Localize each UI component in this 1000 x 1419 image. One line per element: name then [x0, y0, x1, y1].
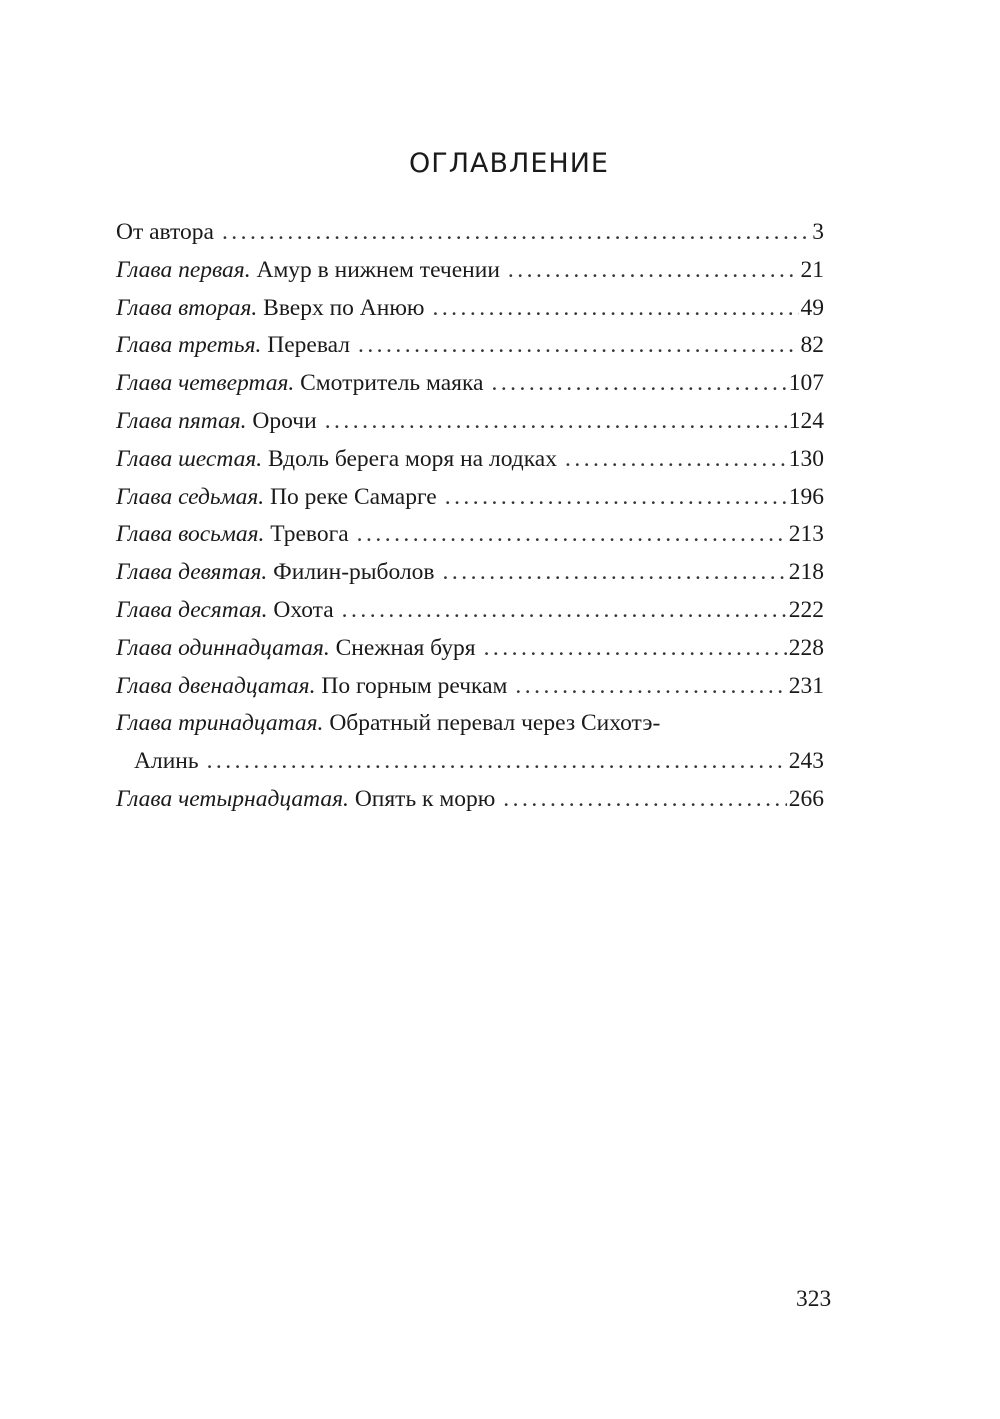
dot-leader [342, 592, 787, 630]
toc-entry-title: Орочи [252, 407, 317, 434]
toc-entry-title: Снежная буря [335, 634, 476, 661]
toc-entry-title: Охота [273, 596, 334, 623]
toc-entry-first-line [116, 705, 824, 743]
toc-entry-page: 21 [800, 256, 824, 283]
dot-leader [503, 781, 786, 819]
dot-leader [222, 214, 810, 252]
toc-entry[interactable] [116, 252, 824, 290]
dot-leader [357, 516, 787, 554]
toc-entry-label [116, 441, 557, 479]
toc-entry-chapter: Глава четвертая. [116, 370, 295, 397]
toc-entry-chapter: Глава восьмая. [116, 521, 265, 548]
dot-leader [207, 743, 787, 781]
toc-entry-chapter: Глава одиннадцатая. [116, 634, 330, 661]
toc-entry-label [116, 365, 483, 403]
toc-entry-page: 107 [788, 370, 824, 397]
toc-entry-title: Вверх по Анюю [263, 294, 425, 321]
toc-entry-title: Опять к морю [354, 785, 496, 812]
toc-entry-page: 218 [788, 559, 824, 586]
toc-entry-chapter: Глава десятая. [116, 596, 268, 623]
toc-entry[interactable] [116, 516, 824, 554]
toc-entry-chapter: Глава седьмая. [116, 483, 265, 510]
dot-leader [445, 479, 787, 517]
toc-entry-label [116, 252, 500, 290]
toc-entry-label [116, 290, 424, 328]
toc-entry-second-line [116, 743, 824, 781]
toc-entry-page: 243 [788, 748, 824, 775]
dot-leader [443, 554, 787, 592]
toc-entry[interactable] [116, 705, 824, 781]
toc-entry-page: 130 [788, 445, 824, 472]
toc-entry-page: 82 [800, 332, 824, 359]
toc-entry-label [116, 668, 507, 706]
toc-entry[interactable] [116, 403, 824, 441]
toc-entry-page: 49 [800, 294, 824, 321]
dot-leader [508, 252, 799, 290]
toc-entry-label [116, 554, 435, 592]
toc-entry-chapter: Глава двенадцатая. [116, 672, 316, 699]
toc-entry[interactable] [116, 554, 824, 592]
dot-leader [565, 441, 787, 479]
toc-entry-page: 222 [788, 596, 824, 623]
toc-entry-chapter: Глава четырнадцатая. [116, 785, 349, 812]
toc-entry[interactable] [116, 781, 824, 819]
toc-entry[interactable] [116, 365, 824, 403]
toc-entry-label [116, 630, 476, 668]
toc-entry-page: 124 [788, 407, 824, 434]
toc-entry-chapter: Глава шестая. [116, 445, 263, 472]
toc-entry-title: От автора [116, 219, 214, 245]
toc-entry-label [116, 327, 350, 365]
toc-entry-title: Вдоль берега моря на лодках [268, 445, 557, 472]
dot-leader [432, 290, 798, 328]
toc-entry[interactable] [116, 214, 824, 252]
toc-entry-label [116, 479, 437, 517]
toc-entry-title: Перевал [267, 332, 350, 359]
toc-entry[interactable] [116, 668, 824, 706]
toc-entry-chapter: Глава тринадцатая. [116, 710, 324, 737]
table-of-contents [116, 214, 824, 819]
toc-entry-chapter: Глава вторая. [116, 294, 258, 321]
toc-entry-title-continued: Алинь [134, 748, 199, 775]
toc-entry-label [116, 516, 349, 554]
toc-entry-page: 3 [812, 219, 824, 245]
dot-leader [515, 668, 786, 706]
toc-entry[interactable] [116, 630, 824, 668]
toc-entry-chapter: Глава девятая. [116, 559, 268, 586]
toc-entry-title: Амур в нижнем течении [256, 256, 500, 283]
toc-entry-page: 231 [788, 672, 824, 699]
toc-entry[interactable] [116, 327, 824, 365]
toc-entry[interactable] [116, 441, 824, 479]
toc-entry-page: 266 [788, 785, 824, 812]
toc-entry[interactable] [116, 290, 824, 328]
page-number: 323 [796, 1286, 832, 1312]
toc-entry-title: По горным речкам [321, 672, 508, 699]
toc-entry-title: Тревога [270, 521, 349, 548]
toc-entry-title: Филин-рыболов [273, 559, 435, 586]
toc-entry-page: 228 [788, 634, 824, 661]
dot-leader [484, 630, 787, 668]
toc-entry[interactable] [116, 592, 824, 630]
toc-entry-chapter: Глава пятая. [116, 407, 247, 434]
toc-entry-label [116, 214, 214, 252]
toc-heading: ОГЛАВЛЕНИЕ [409, 148, 609, 179]
toc-entry-title: По реке Самарге [270, 483, 437, 510]
toc-entry-title: Обратный перевал через Сихотэ- [329, 710, 661, 737]
toc-entry-chapter: Глава первая. [116, 256, 251, 283]
toc-entry-page: 213 [788, 521, 824, 548]
dot-leader [325, 403, 787, 441]
dot-leader [358, 327, 799, 365]
toc-entry-label [116, 781, 495, 819]
toc-entry[interactable] [116, 479, 824, 517]
toc-entry-label [116, 592, 334, 630]
toc-entry-label [116, 403, 317, 441]
toc-entry-chapter: Глава третья. [116, 332, 262, 359]
toc-entry-page: 196 [788, 483, 824, 510]
dot-leader [491, 365, 786, 403]
toc-entry-title: Смотритель маяка [300, 370, 484, 397]
